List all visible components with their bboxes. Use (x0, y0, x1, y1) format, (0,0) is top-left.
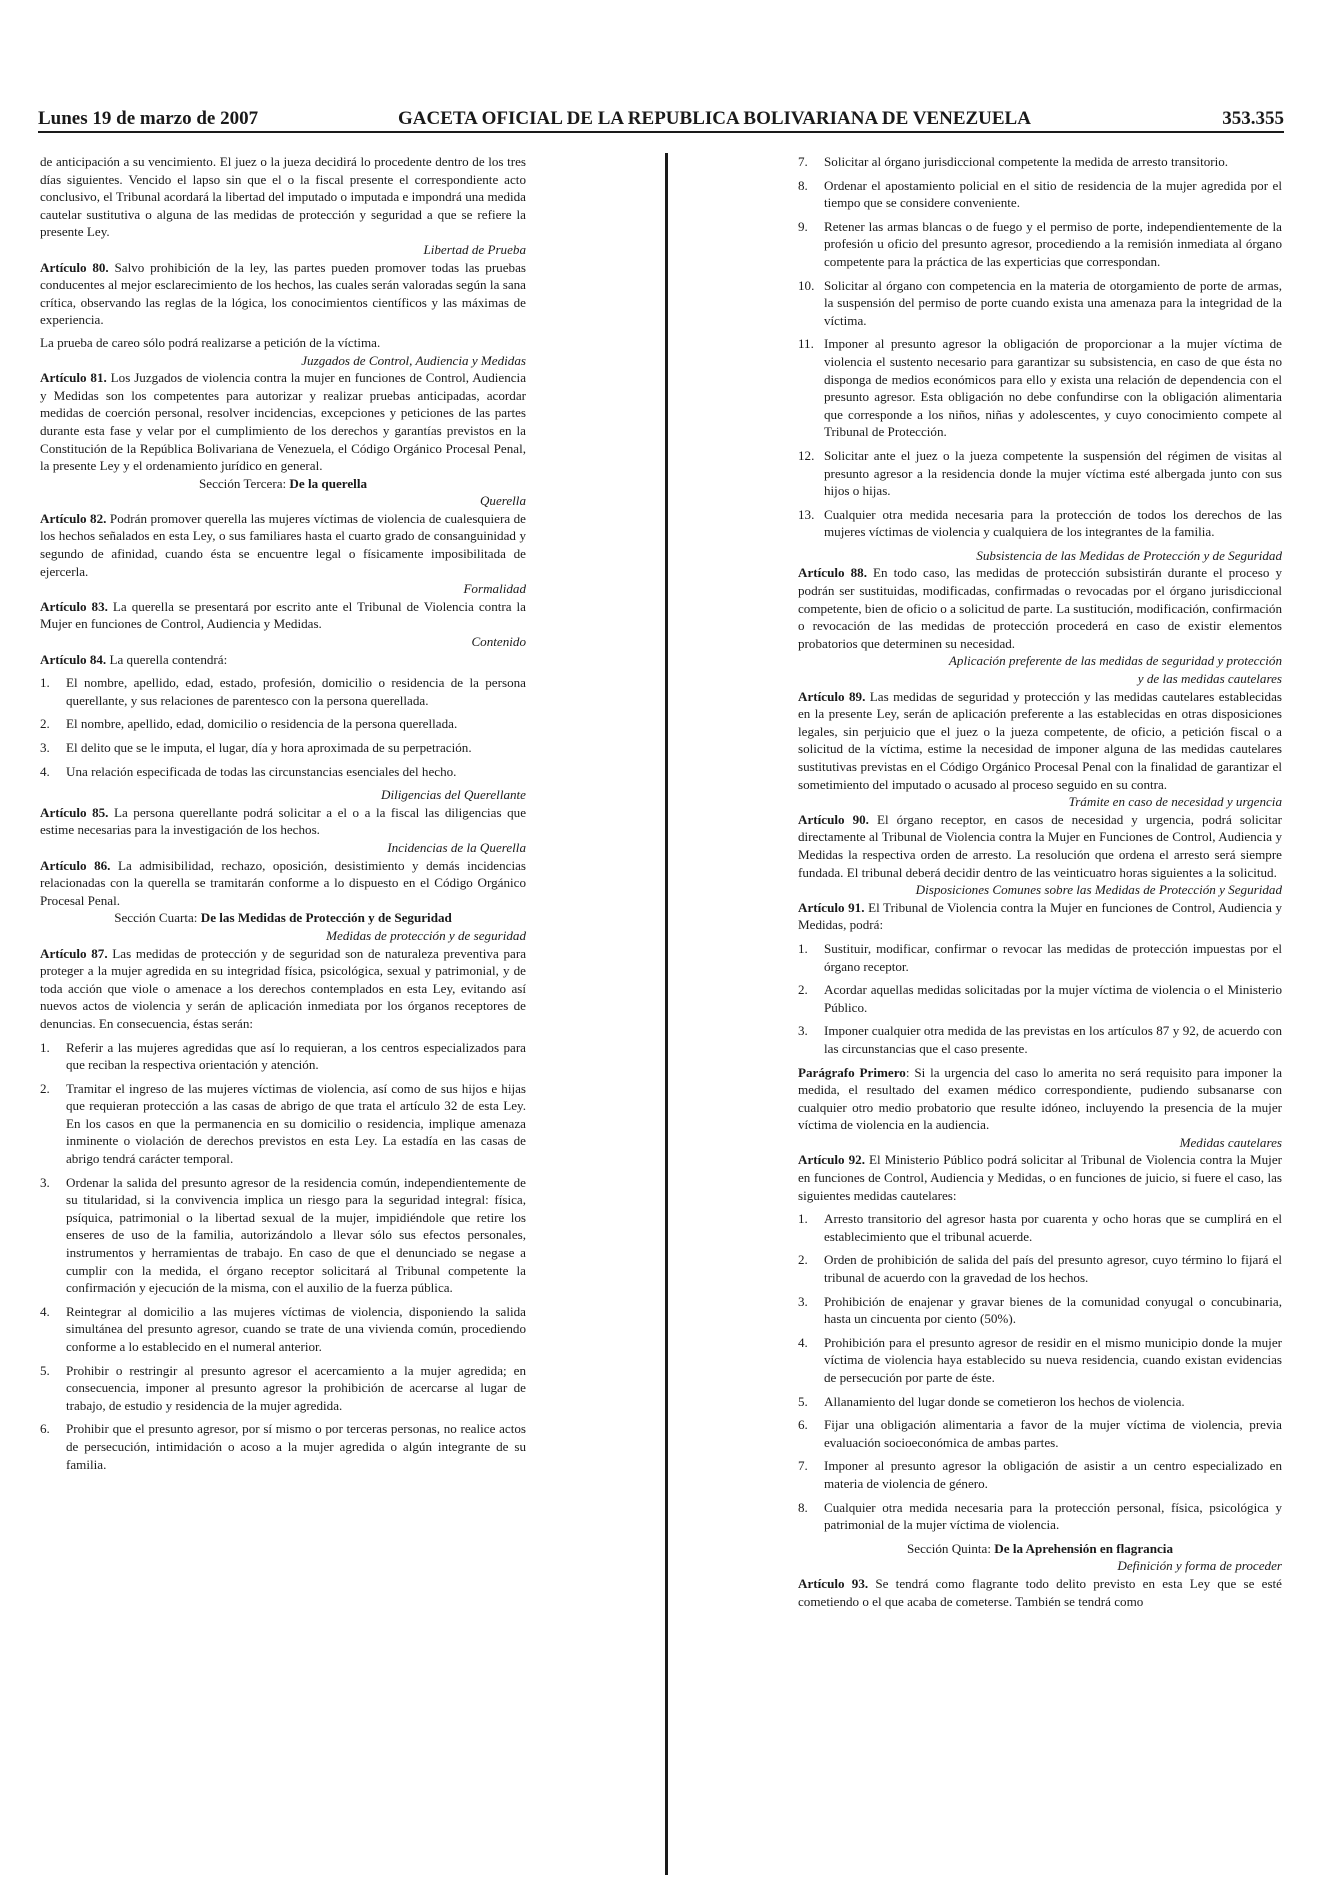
item-text: Prohibición de enajenar y gravar bienes de la comunidad conyugal o concubinaria, hasta un cincuenta por ciento (50%). (824, 1293, 1282, 1327)
article-90 (798, 811, 1282, 881)
article-heading: Contenido (471, 634, 526, 650)
item-text: Prohibir que el presunto agresor, por sí mismo o por terceras personas, no realice actos de persecución, intimidación o acoso a la mujer agredida o algún integrante de su familia. (66, 1421, 526, 1472)
article-text: El órgano receptor, en casos de necesidad y urgencia, podrá solicitar directamente al Tribunal de Violencia contra la Mujer en Funciones de Control, Audiencia y Medidas la respectiva orden de arresto. La resolución que ordena el arresto será siempre fundada. El tribunal deberá decidir dentro de las veinticuatro horas siguientes a la solicitud. (798, 811, 1283, 880)
list-item (40, 715, 526, 733)
item-number: 13. (798, 506, 815, 522)
article-heading: Trámite en caso de necesidad y urgencia (1068, 794, 1282, 810)
article-91-list (798, 940, 1282, 1058)
list-item (798, 335, 1282, 441)
item-text: Cualquier otra medida necesaria para la protección de todos los derechos de las mujeres víctimas de violencia y cualquiera de los integrantes de la familia. (824, 506, 1282, 540)
article-heading: Juzgados de Control, Audiencia y Medidas (301, 352, 526, 368)
list-item (798, 1416, 1282, 1451)
article-text: Los Juzgados de violencia contra la mujer en funciones de Control, Audiencia y Medidas son los competentes para autorizar y realizar pruebas anticipadas, acordar medidas de coerción personal, resolver incidencias, excepciones y peticiones de las partes durante esta fase y velar por el cumplimiento de los derechos y garantías previstos en la Constitución de la República Bolivariana de Venezuela, el Código Orgánico Procesal Penal, la presente Ley y el ordenamiento jurídico en general. (40, 370, 527, 474)
item-text: Acordar aquellas medidas solicitadas por la mujer víctima de violencia o el Ministerio Público. (824, 982, 1282, 1015)
section-heading (798, 1540, 1282, 1558)
article-label: Artículo 92. (798, 1152, 865, 1168)
article-82 (40, 510, 526, 580)
article-label: Artículo 89. (798, 688, 866, 704)
article-label: Artículo 87. (40, 945, 108, 961)
item-text: Solicitar ante el juez o la jueza competente la suspensión del régimen de visitas al presunto agresor a la residencia donde la mujer víctima esté albergada junto con sus hijos o hijas. (824, 447, 1282, 499)
list-item (798, 1457, 1282, 1492)
article-label: Artículo 91. (798, 899, 865, 915)
section-title: De la querella (289, 475, 368, 491)
section-title: De las Medidas de Protección y de Seguridad (200, 910, 452, 926)
article-label: Artículo 81. (40, 370, 107, 386)
item-number: 5. (40, 1362, 50, 1378)
article-label: Artículo 90. (798, 811, 869, 827)
header-rule (38, 131, 1284, 133)
list-item (798, 218, 1282, 271)
article-label: Artículo 85. (40, 804, 109, 820)
item-text: El nombre, apellido, edad, domicilio o residencia de la persona querellada. (66, 716, 458, 732)
item-text: Allanamiento del lugar donde se cometieron los hechos de violencia. (824, 1393, 1185, 1409)
item-number: 6. (40, 1421, 50, 1437)
paragraph-first (798, 1064, 1282, 1134)
item-number: 5. (798, 1393, 808, 1409)
item-number: 3. (798, 1293, 808, 1309)
column-divider (665, 153, 668, 1875)
article-87-list (40, 1039, 526, 1474)
list-item (40, 1080, 526, 1168)
article-label: Artículo 84. (40, 651, 107, 667)
item-number: 3. (40, 740, 50, 755)
article-88 (798, 564, 1282, 652)
article-label: Artículo 82. (40, 510, 107, 526)
article-heading: Formalidad (463, 581, 526, 597)
article-84-list (40, 674, 526, 780)
page-number: 353.355 (1222, 108, 1284, 129)
article-label: Artículo 83. (40, 598, 108, 614)
article-heading-cont: y de las medidas cautelares (1137, 671, 1282, 687)
article-text: En todo caso, las medidas de protección subsistirán durante el proceso y podrán ser sustituidas, modificadas, confirmadas o revocadas por el órgano jurisdiccional competente, bien de oficio o a solicitud de parte. La sustitución, modificación, confirmación o revocación de las medidas de protección procederá en caso de existir elementos probatorios que determinen su necesidad. (798, 565, 1282, 651)
item-number: 6. (798, 1417, 808, 1433)
item-text: Ordenar el apostamiento policial en el sitio de residencia de la mujer agredida por el tiempo que se considere conveniente. (824, 177, 1282, 211)
article-heading: Medidas cautelares (1179, 1134, 1282, 1150)
article-heading: Diligencias del Querellante (381, 787, 526, 803)
list-item (40, 763, 526, 781)
item-number: 1. (798, 940, 808, 956)
item-number: 1. (40, 675, 50, 691)
paragraph-label: Parágrafo Primero (798, 1064, 906, 1080)
list-item (40, 1420, 526, 1473)
article-heading: Subsistencia de las Medidas de Protección y de Seguridad (976, 547, 1282, 563)
list-item (798, 506, 1282, 541)
article-91 (798, 899, 1282, 934)
item-text: Reintegrar al domicilio a las mujeres víctimas de violencia, disponiendo la salida simultánea del presunto agresor, cuando se trate de una vivienda común, procediendo conforme a lo establecido en el numeral anterior. (66, 1303, 526, 1354)
item-number: 4. (40, 763, 50, 779)
item-number: 8. (798, 177, 808, 193)
list-item (40, 1039, 526, 1074)
right-column (798, 153, 1282, 1610)
item-text: Imponer al presunto agresor la obligación de asistir a un centro especializado en materia de violencia de género. (824, 1458, 1282, 1491)
article-text: La admisibilidad, rechazo, oposición, desistimiento y demás incidencias relacionadas con la querella se tramitarán conforme a lo dispuesto en el Código Orgánico Procesal Penal. (40, 857, 526, 908)
item-number: 4. (798, 1334, 808, 1350)
item-text: Prohibición para el presunto agresor de residir en el mismo municipio donde la mujer víctima de violencia haya establecido su nueva residencia, cuando existan evidencias de persecución por parte de éste. (824, 1334, 1282, 1385)
article-83 (40, 598, 526, 633)
item-text: Sustituir, modificar, confirmar o revocar las medidas de protección impuestas por el órgano receptor. (824, 940, 1282, 974)
item-number: 8. (798, 1499, 808, 1515)
article-86 (40, 857, 526, 910)
item-number: 9. (798, 218, 808, 234)
paragraph-text: : Si la urgencia del caso lo amerita no será requisito para imponer la medida, el resultado del examen médico correspondiente, pudiendo subsanarse con cualquier otro medio probatorio que resulte idóneo, incluyendo la presencia de la mujer víctima de violencia en la audiencia. (798, 1064, 1282, 1133)
list-item (798, 1022, 1282, 1057)
article-text: Podrán promover querella las mujeres víctimas de violencia de cualesquiera de los hechos señalados en esta Ley, o sus familiares hasta el cuarto grado de consanguinidad y segundo de afinidad, cuando ésta se encuentre legal o físicamente imposibilitada de ejercerla. (40, 510, 526, 579)
list-item (798, 1334, 1282, 1387)
item-text: Imponer cualquier otra medida de las previstas en los artículos 87 y 92, de acuerdo con las circunstancias que el caso presente. (824, 1023, 1282, 1056)
article-text: La persona querellante podrá solicitar a el o a la fiscal las diligencias que estime necesarias para la investigación de los hechos. (40, 804, 526, 838)
page-header (38, 108, 1284, 130)
item-text: Imponer al presunto agresor la obligación de proporcionar a la mujer víctima de violencia el sustento necesario para garantizar su subsistencia, en caso de que ésta no disponga de medios económicos para ello y exista una relación de dependencia con el presunto agresor. Esta obligación no debe confundirse con la obligación alimentaria que corresponde a los niños, niñas y adolescentes, y cuyo conocimiento compete al Tribunal de Protección. (824, 336, 1282, 440)
item-text: Cualquier otra medida necesaria para la protección personal, física, psicológica y patrimonial de la mujer víctima de violencia. (824, 1499, 1282, 1533)
section-prefix: Sección Cuarta: (114, 910, 201, 926)
list-item (798, 177, 1282, 212)
article-label: Artículo 86. (40, 857, 111, 873)
section-prefix: Sección Tercera: (198, 475, 290, 491)
article-text: La querella se presentará por escrito ante el Tribunal de Violencia contra la Mujer en funciones de Control, Audiencia y Medidas. (40, 598, 526, 632)
article-heading: Incidencias de la Querella (387, 839, 526, 855)
item-number: 3. (40, 1174, 50, 1190)
list-item (40, 1303, 526, 1356)
item-number: 2. (798, 1252, 808, 1268)
item-text: Ordenar la salida del presunto agresor de la residencia común, independientemente de su titularidad, si la convivencia implica un riesgo para la seguridad integral: física, psíquica, patrimonial o la libertad sexual de la mujer, impidiéndole que retire los enseres de uso de la familia, autorizándolo a llevar sólo sus efectos personales, instrumentos y herramientas de trabajo. En caso de que el denunciado se negase a cumplir con la medida, el órgano receptor solicitará al Tribunal competente la confirmación y ejecución de la misma, con el auxilio de la fuerza pública. (66, 1174, 526, 1296)
list-item (798, 277, 1282, 330)
section-prefix: Sección Quinta: (907, 1540, 995, 1556)
item-text: Una relación especificada de todas las circunstancias esenciales del hecho. (66, 763, 457, 779)
left-column (40, 153, 526, 1479)
item-text: Arresto transitorio del agresor hasta por cuarenta y ocho horas que se cumplirá en el establecimiento que el tribunal acuerde. (824, 1211, 1282, 1244)
list-item (798, 981, 1282, 1016)
item-number: 2. (40, 716, 50, 732)
article-heading: Medidas de protección y de seguridad (326, 927, 526, 943)
item-text: Solicitar al órgano jurisdiccional competente la medida de arresto transitorio. (824, 154, 1229, 169)
article-heading: Libertad de Prueba (423, 241, 526, 257)
item-text: Orden de prohibición de salida del país del presunto agresor, cuyo término lo fijará el tribunal de acuerdo con la gravedad de los hechos. (824, 1252, 1282, 1286)
article-87 (40, 945, 526, 1033)
article-label: Artículo 80. (40, 259, 109, 275)
list-item (798, 447, 1282, 500)
article-92 (798, 1151, 1282, 1204)
section-heading (40, 475, 526, 493)
article-85 (40, 804, 526, 839)
item-text: El delito que se le imputa, el lugar, día y hora aproximada de su perpetración. (66, 740, 472, 755)
article-text: El Tribunal de Violencia contra la Mujer en funciones de Control, Audiencia y Medidas, podrá: (798, 899, 1283, 933)
article-text: Las medidas de seguridad y protección y las medidas cautelares establecidas en la presente Ley, serán de aplicación preferente a las establecidas en otras disposiciones legales, sin perjuicio que el juez o la jueza competente, de oficio, a petición fiscal o a solicitud de la víctima, estime la necesidad de imponer alguna de las medidas cautelares sustitutivas previstas en el Código Orgánico Procesal Penal con la finalidad de garantizar el sometimiento del imputado o acusado al proceso seguido en su contra. (798, 688, 1282, 792)
list-item (798, 1393, 1282, 1411)
item-number: 7. (798, 1458, 808, 1474)
article-80-extra: La prueba de careo sólo podrá realizarse a petición de la víctima. (40, 334, 381, 350)
list-item (798, 940, 1282, 975)
item-text: Referir a las mujeres agredidas que así lo requieran, a los centros especializados para que reciban la respectiva orientación y atención. (66, 1039, 526, 1073)
item-text: Fijar una obligación alimentaria a favor de la mujer víctima de violencia, previa evaluación socioeconómica de ambas partes. (824, 1417, 1282, 1450)
list-item (798, 153, 1282, 171)
article-84 (40, 651, 526, 669)
item-text: Retener las armas blancas o de fuego y el permiso de porte, independientemente de la profesión u oficio del presunto agresor, procediendo a la remisión inmediata al órgano competente para la práctica de las experticias que correspondan. (824, 218, 1282, 269)
item-text: Solicitar al órgano con competencia en la materia de otorgamiento de porte de armas, la suspensión del permiso de porte cuando exista una amenaza para la integridad de la víctima. (824, 277, 1282, 328)
list-item (798, 1251, 1282, 1286)
item-number: 1. (40, 1039, 50, 1055)
item-number: 11. (798, 336, 814, 352)
list-item (40, 1174, 526, 1297)
section-title: De la Aprehensión en flagrancia (994, 1540, 1173, 1556)
article-92-list (798, 1210, 1282, 1534)
article-heading: Disposiciones Comunes sobre las Medidas de Protección y Seguridad (915, 882, 1282, 898)
article-heading: Aplicación preferente de las medidas de seguridad y protección (948, 653, 1282, 669)
list-item (798, 1210, 1282, 1245)
item-number: 7. (798, 154, 808, 169)
list-item (40, 1362, 526, 1415)
article-87-list-continued (798, 153, 1282, 541)
intro-paragraph: de anticipación a su vencimiento. El juez o la jueza decidirá lo procedente dentro de los tres días siguientes. Vencido el lapso sin que el o la fiscal presente el correspondiente acto conclusivo, el Tribunal acordará la libertad del imputado o imputada e impondrá una medida cautelar sustitutiva o alguna de las medidas de protección y seguridad a que se refiere la presente Ley. (40, 154, 526, 240)
item-text: Prohibir o restringir al presunto agresor el acercamiento a la mujer agredida; en consecuencia, imponer al presunto agresor la prohibición de acercarse al lugar de trabajo, de estudio y residencia de la mujer agredida. (66, 1362, 526, 1413)
article-text: El Ministerio Público podrá solicitar al Tribunal de Violencia contra la Mujer en funciones de Control, Audiencia y Medidas, o en funciones de juicio, si fuere el caso, las siguientes medidas cautelares: (798, 1152, 1282, 1203)
article-80 (40, 259, 526, 329)
article-text: La querella contendrá: (106, 651, 228, 667)
list-item (798, 1499, 1282, 1534)
item-number: 10. (798, 277, 815, 293)
article-text: Salvo prohibición de la ley, las partes pueden promover todas las pruebas conducentes al mejor esclarecimiento de los hechos, las cuales serán valoradas según la sana crítica, observando las reglas de la lógica, los conocimientos científicos y las máximas de experiencia. (40, 259, 526, 328)
item-text: Tramitar el ingreso de las mujeres víctimas de violencia, así como de sus hijos e hijas que requieran protección a las casas de abrigo de que trata el artículo 32 de esta Ley. En los casos en que la permanencia en su domicilio o residencia, implique amenaza inminente o violación de derechos previstos en esta Ley. La estadía en las casas de abrigo tendrá carácter temporal. (66, 1080, 526, 1167)
list-item (798, 1293, 1282, 1328)
article-label: Artículo 93. (798, 1575, 869, 1591)
article-93 (798, 1575, 1282, 1610)
item-number: 3. (798, 1023, 808, 1039)
item-number: 4. (40, 1303, 50, 1319)
item-number: 1. (798, 1211, 808, 1227)
article-text: Se tendrá como flagrante todo delito previsto en esta Ley que se esté cometiendo o el que acaba de cometerse. También se tendrá como (798, 1575, 1282, 1609)
list-item (40, 739, 526, 757)
item-number: 2. (40, 1080, 50, 1096)
issue-date: Lunes 19 de marzo de 2007 (38, 108, 259, 129)
item-number: 2. (798, 982, 808, 998)
article-heading: Definición y forma de proceder (1117, 1558, 1282, 1574)
article-81 (40, 369, 526, 475)
publication-title: GACETA OFICIAL DE LA REPUBLICA BOLIVARIANA DE VENEZUELA (398, 108, 1031, 129)
item-number: 12. (798, 447, 815, 463)
article-heading: Querella (479, 493, 526, 509)
article-89 (798, 688, 1282, 794)
article-text: Las medidas de protección y de seguridad son de naturaleza preventiva para proteger a la mujer agredida en su integridad física, psicológica, sexual y patrimonial, y de toda acción que viole o amenace a los derechos contemplados en esta Ley, evitando así nuevos actos de violencia y serán de aplicación inmediata por los órganos receptores de denuncias. En consecuencia, éstas serán: (40, 945, 527, 1031)
list-item (40, 674, 526, 709)
article-label: Artículo 88. (798, 565, 867, 581)
section-heading (40, 909, 526, 927)
item-text: El nombre, apellido, edad, estado, profesión, domicilio o residencia de la persona querellante, y sus relaciones de parentesco con la persona querellada. (66, 675, 526, 708)
